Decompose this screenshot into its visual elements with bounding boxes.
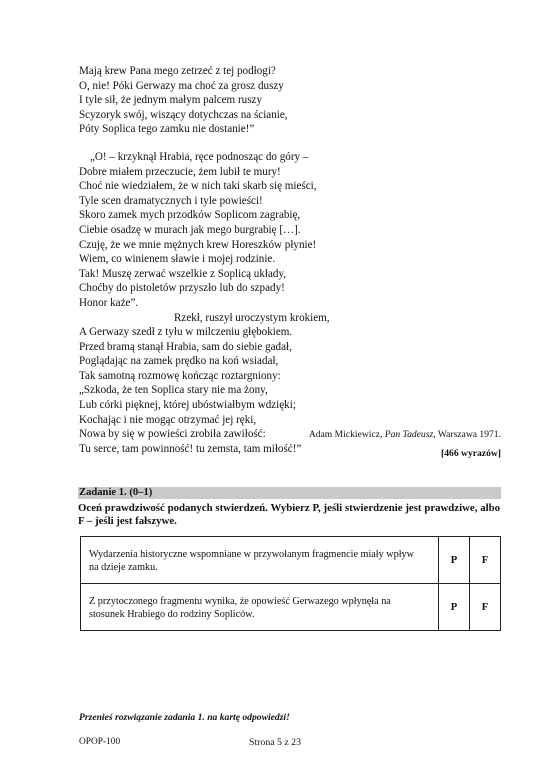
true-false-table [80, 536, 501, 631]
poem-line: Kochając i nie mogąc otrzymać jej ręki, [79, 413, 257, 426]
source-author: Adam Mickiewicz, [308, 429, 385, 440]
poem-line: Choć nie wiedziałem, że w nich taki skarb się mieści, [79, 180, 317, 193]
poem-line: „O! – krzyknął Hrabia, ręce podnosząc do góry – [90, 150, 309, 163]
option-false[interactable]: F [470, 584, 501, 631]
exam-code: OPOP-100 [79, 737, 121, 747]
poem-line: Choćby do pistoletów przyszło lub do szpady! [79, 282, 285, 295]
source-citation [309, 429, 501, 440]
poem-line: „Szkoda, że ten Soplica stary nie ma żony, [79, 384, 268, 397]
poem-line: Ciebie osadzę w murach jak mego burgrabię […]. [79, 223, 301, 236]
footer-instruction: Przenieś rozwiązanie zadania 1. na kartę odpowiedzi! [79, 712, 290, 723]
poem-line: O, nie! Póki Gerwazy ma choć za grosz duszy [79, 79, 284, 92]
poem-line: Czuję, że we mnie mężnych krew Horeszków płynie! [79, 238, 317, 251]
poem-line: Poglądając na zamek prędko na koń wsiadał, [79, 355, 279, 368]
poem-line: Dobre miałem przeczucie, żem lubił te mury! [79, 165, 281, 178]
poem-line: Wiem, co winienem sławie i mojej rodzinie. [79, 253, 276, 266]
poem-stanza-2 [79, 150, 330, 456]
option-true[interactable]: P [439, 584, 470, 631]
task-header: Zadanie 1. (0–1) [78, 487, 501, 499]
poem-line: Tak samotną rozmowę kończąc roztargniony: [79, 369, 281, 382]
poem-line: Rzekł, ruszył uroczystym krokiem, [174, 311, 330, 324]
poem-line: Tyle scen dramatycznych i tyle powieści! [79, 194, 263, 207]
poem-line: A Gerwazy szedł z tyłu w milczeniu głębokiem. [79, 326, 293, 339]
poem-line: Honor każe”. [79, 296, 139, 309]
table-row [81, 584, 501, 631]
source-title: Pan Tadeusz [384, 429, 434, 440]
poem-line: Przed bramą stanął Hrabia, sam do siebie gadał, [79, 340, 292, 353]
poem-line: Skoro zamek mych przodków Soplicom zagrabię, [79, 209, 301, 222]
poem-line: Mają krew Pana mego zetrzeć z tej podłogi? [79, 65, 276, 77]
option-true[interactable]: P [439, 537, 470, 584]
page-number: Strona 5 z 23 [249, 737, 301, 748]
statement-cell: Wydarzenia historyczne wspomniane w przywołanym fragmencie miały wpływ na dzieje zamku. [81, 537, 439, 584]
table-row [81, 537, 501, 584]
poem-line: Tak! Muszę zerwać wszelkie z Soplicą układy, [79, 267, 287, 280]
word-count: [466 wyrazów] [441, 448, 501, 459]
option-false[interactable]: F [470, 537, 501, 584]
poem-excerpt [79, 64, 330, 469]
poem-line: Nowa by się w powieści zrobiła zawiłość: [79, 428, 266, 441]
poem-line: Scyzoryk swój, wiszący dotychczas na ścianie, [79, 108, 288, 121]
statement-cell: Z przytoczonego fragmentu wynika, że opowieść Gerwazego wpłynęła na stosunek Hrabiego do rodziny Sopliców. [81, 584, 439, 631]
poem-line: Póty Soplica tego zamku nie dostanie!” [79, 123, 255, 136]
poem-line: I tyle sił, że jednym małym palcem ruszy [79, 94, 262, 107]
poem-stanza-1 [79, 64, 330, 137]
task-instruction: Oceń prawdziwość podanych stwierdzeń. Wybierz P, jeśli stwierdzenie jest prawdziwe, albo F – jeśli jest fałszywe. [78, 502, 500, 527]
poem-line: Lub córki pięknej, której ubóstwiałbym wdzięki; [79, 399, 296, 412]
poem-line: Tu serce, tam powinność! tu zemsta, tam miłość!” [79, 442, 302, 455]
source-rest: , Warszawa 1971. [433, 429, 501, 440]
